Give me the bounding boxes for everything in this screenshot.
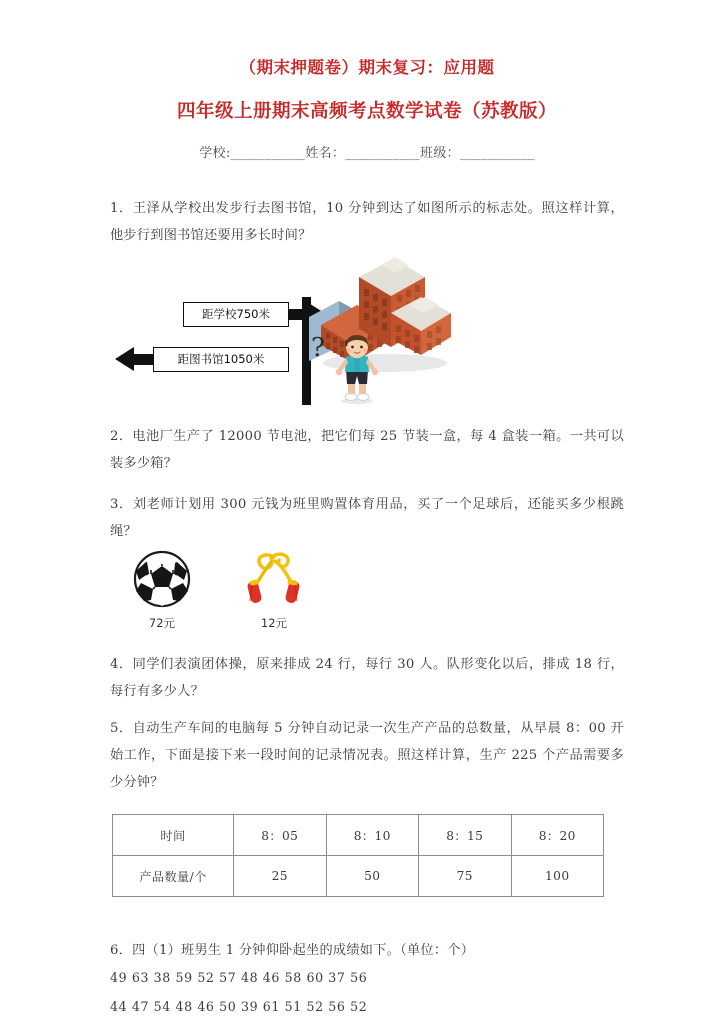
situp-scores-line-1: 49 63 38 59 52 57 48 46 58 60 37 56 xyxy=(110,970,368,986)
production-data-table xyxy=(112,814,604,897)
table-cell-time-3: 8：15 xyxy=(419,815,512,856)
soccer-ball-price: 72元 xyxy=(148,615,176,630)
table-cell-count-2: 50 xyxy=(326,856,419,897)
figure-sports-items xyxy=(110,549,624,637)
question-6-text: 6．四（1）班男生 1 分钟仰卧起坐的成绩如下。（单位：个） xyxy=(110,943,475,959)
soccer-ball-group xyxy=(120,549,204,631)
page-title-sub: 四年级上册期末高频考点数学试卷（苏教版） xyxy=(176,100,557,122)
production-table-wrapper xyxy=(110,814,624,897)
sign-distance-to-library: 距图书馆1050米 xyxy=(153,347,289,372)
table-cell-count-4: 100 xyxy=(511,856,604,897)
question-mark-icon: ? xyxy=(311,332,325,363)
student-info-line: 学校:___________姓名：___________班级：___________ xyxy=(199,145,535,161)
figure-signpost-scene xyxy=(110,255,624,405)
question-5-text: 5．自动生产车间的电脑每 5 分钟自动记录一次生产产品的总数量，从早晨 8：00 开始工作，下面是接下来一段时间的记录情况表。照这样计算，生产 225 个产品需要多少分钟？ xyxy=(110,721,624,791)
question-1-text: 1．王泽从学校出发步行去图书馆，10 分钟到达了如图所示的标志处。照这样计算，他步行到图书馆还要用多长时间？ xyxy=(110,200,624,243)
table-row-time xyxy=(113,815,604,856)
jump-rope-group xyxy=(228,549,320,631)
table-cell-count-1: 25 xyxy=(234,856,327,897)
table-cell-count-3: 75 xyxy=(419,856,512,897)
table-cell-time-2: 8：10 xyxy=(326,815,419,856)
table-header-time: 时间 xyxy=(113,815,234,856)
student-figure-icon xyxy=(328,333,386,405)
situp-scores-line-2: 44 47 54 48 46 50 39 61 51 52 56 52 xyxy=(110,999,368,1015)
question-3-text: 3．刘老师计划用 300 元钱为班里购置体育用品，买了一个足球后，还能买多少根跳绳？ xyxy=(110,496,624,539)
table-cell-time-4: 8：20 xyxy=(511,815,604,856)
question-2-text: 2．电池厂生产了 12000 节电池，把它们每 25 节装一盒，每 4 盒装一箱。一共可以装多少箱？ xyxy=(110,428,624,471)
sign-distance-to-school: 距学校750米 xyxy=(183,302,289,327)
jump-rope-icon xyxy=(239,549,309,609)
soccer-ball-icon xyxy=(131,549,193,609)
table-row-count xyxy=(113,856,604,897)
jump-rope-price: 12元 xyxy=(260,615,288,630)
table-cell-time-1: 8：05 xyxy=(234,815,327,856)
signpost-group xyxy=(115,255,415,405)
question-4-text: 4．同学们表演团体操，原来排成 24 行，每行 30 人。队形变化以后，排成 18 行，每行有多少人？ xyxy=(110,656,624,699)
table-header-count: 产品数量/个 xyxy=(113,856,234,897)
page-title-main: （期末押题卷）期末复习：应用题 xyxy=(239,58,495,77)
